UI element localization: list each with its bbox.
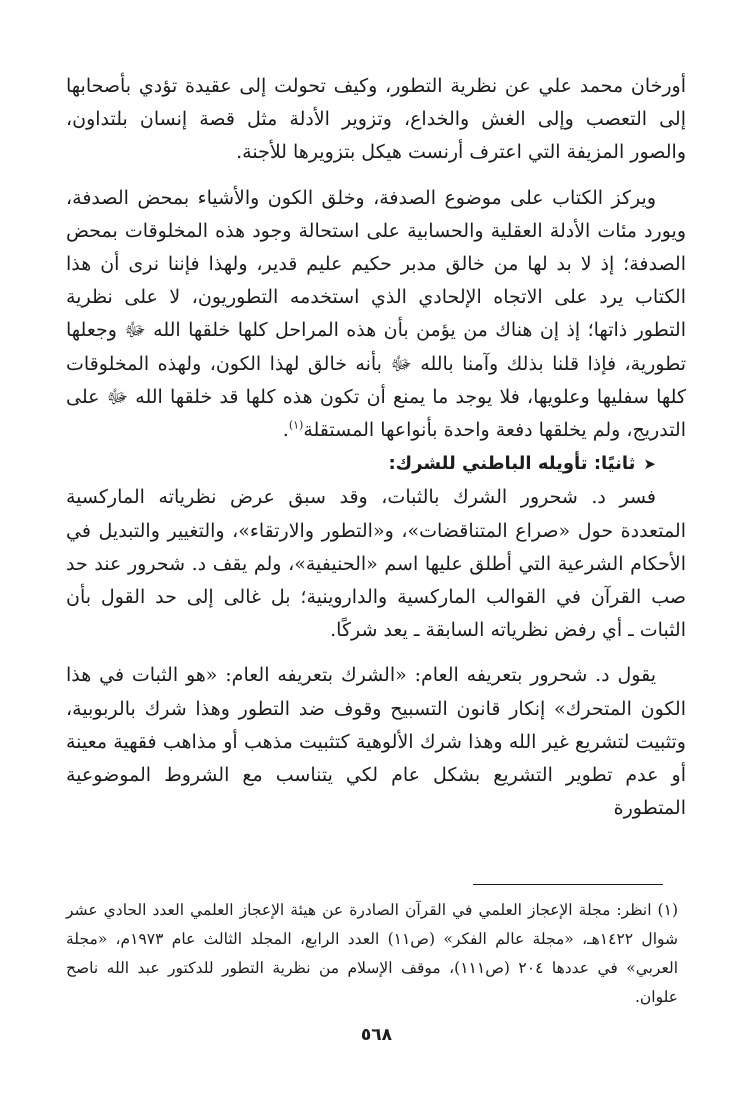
footnote-reference[interactable]: (١) [288,418,304,432]
arrow-bullet-icon: ➤ [643,455,656,474]
paragraph-2 [66,182,686,448]
paragraph-4: يقول د. شحرور بتعريفه العام: «الشرك بتعريفه العام: «هو الثبات في هذا الكون المتحرك» إنكار قانون التسبيح وقوف ضد التطور وهذا شرك بالربوبية، وتثبيت لتشريع غير الله وهذا شرك الألوهية كتثبيت مذهب أو مذاهب فقهية معينة أو عدم تطوير التشريع بشكل عام لكي يتناسب مع الشروط الموضوعية المتطورة [66,664,686,820]
main-text [66,70,686,825]
paragraph-1: أورخان محمد علي عن نظرية التطور، وكيف تحولت إلى عقيدة تؤدي بأصحابها إلى التعصب وإلى الغش والخداع، وتزوير الأدلة مثل قصة إنسان بلتداون، والصور المزيفة التي اعترف أرنست هيكل بتزويرها للأجنة. [66,75,686,164]
footnote-separator [473,884,663,885]
footnote-text: انظر: مجلة الإعجاز العلمي في القرآن الصادرة عن هيئة الإعجاز العلمي العدد الحادي عشر شوال ١٤٢٢هـ، «مجلة عالم الفكر» (ص١١) العدد الرابع، المجلد الثالث عام ١٩٧٣م، «مجلة العربي» في عددها ٢٠٤ (ص١١١)، موقف الإسلام من نظرية التطور للدكتور عبد الله ناصح علوان. [66,901,678,1006]
section-heading [66,447,686,481]
page-number: ٥٦٨ [360,1025,393,1045]
paragraph-2-end: . [282,419,289,442]
footnote-number: (١) [657,901,678,919]
paragraph-3: فسر د. شحرور الشرك بالثبات، وقد سبق عرض نظرياته الماركسية المتعددة حول «صراع المتناقضات»، و«التطور والارتقاء»، والتغيير والتبديل في الأحكام الشرعية التي أطلق عليها اسم «الحنيفية»، ولم يقف د. شحرور عند حد صب القرآن في القوالب الماركسية والداروينية؛ بل غالى إلى حد القول بأن الثبات ـ أي رفض نظرياته السابقة ـ يعد شركًا. [66,486,686,642]
footnote [66,896,678,1012]
section-heading-text: ثانيًا: تأويله الباطني للشرك: [388,453,636,475]
paragraph-2-text: ويركز الكتاب على موضوع الصدفة، وخلق الكون والأشياء بمحض الصدفة، ويورد مئات الأدلة العقلية والحسابية على استحالة وجود هذه المخلوقات بمحض الصدفة؛ إذ لا بد لها من خالق مدبر حكيم عليم قدير، ولهذا فإننا نرى أن هذا الكتاب يرد على الاتجاه الإلحادي الذي استخدمه التطوريون، لا على نظرية التطور ذاتها؛ إذ إن هناك من يؤمن بأن هذه المراحل كلها خلقها الله ﷻ وجعلها تطورية، فإذا قلنا بذلك وآمنا بالله ﷻ بأنه خالق لهذا الكون، ولهذه المخلوقات كلها سفليها وعلويها، فلا يوجد ما يمنع أن تكون هذه كلها قد خلقها الله ﷻ على التدريج، ولم يخلقها دفعة واحدة بأنواعها المستقلة [66,186,686,442]
